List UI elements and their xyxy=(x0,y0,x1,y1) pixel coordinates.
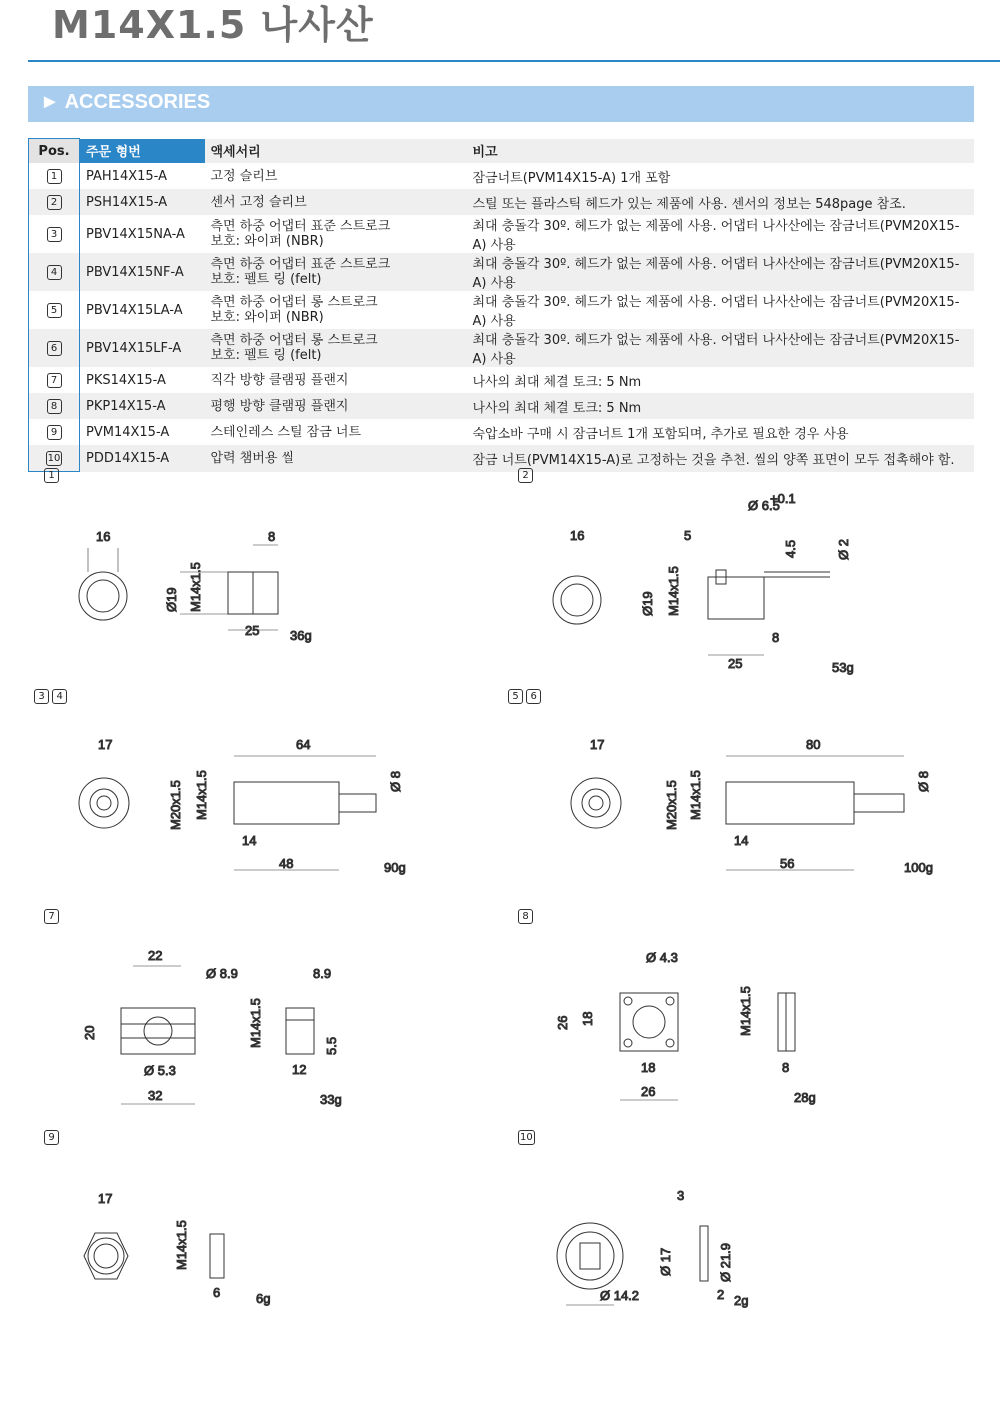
cell-note: 최대 충돌각 30º. 헤드가 없는 제품에 사용. 어댑터 나사산에는 잠금너트(PVM20X15-A) 사용 xyxy=(467,329,974,367)
svg-text:Ø 8: Ø 8 xyxy=(388,771,403,792)
cell-order: PBV14X15NF-A xyxy=(80,253,205,291)
svg-text:Ø 8.9: Ø 8.9 xyxy=(206,966,238,981)
cell-order: PVM14X15-A xyxy=(86,424,170,440)
svg-text:18: 18 xyxy=(580,1011,595,1026)
cell-pos: 7 xyxy=(29,367,80,393)
svg-text:90g: 90g xyxy=(384,860,406,875)
svg-text:Ø 6.5: Ø 6.5 xyxy=(748,498,780,513)
cell-note: 나사의 최대 체결 토크: 5 Nm xyxy=(472,374,642,390)
svg-text:4.5: 4.5 xyxy=(783,539,798,558)
cell-order: PKP14X15-A xyxy=(80,393,205,419)
svg-text:32: 32 xyxy=(148,1088,163,1103)
svg-text:M14x1.5: M14x1.5 xyxy=(666,566,681,616)
cell-note: 최대 충돌각 30º. 헤드가 없는 제품에 사용. 어댑터 나사산에는 잠금너트(PVM20X15-A) 사용 xyxy=(472,295,960,329)
svg-text:5: 5 xyxy=(684,528,692,543)
cell-accessory: 스테인레스 스틸 잠금 너트 xyxy=(210,424,362,440)
svg-text:8: 8 xyxy=(268,529,276,544)
cell-note: 스틸 또는 플라스틱 헤드가 있는 제품에 사용. 센서의 정보는 548page 참조. xyxy=(467,189,974,215)
svg-text:17: 17 xyxy=(590,737,605,752)
svg-text:20: 20 xyxy=(82,1025,97,1040)
drawing-9 xyxy=(84,1191,270,1306)
cell-pos: 5 xyxy=(29,291,80,329)
svg-text:8.9: 8.9 xyxy=(313,966,332,981)
svg-text:6: 6 xyxy=(213,1285,221,1300)
svg-text:36g: 36g xyxy=(290,628,312,643)
diagram-label-2: 2 xyxy=(518,468,533,483)
header-note: 비고 xyxy=(467,139,974,164)
diagram-label-8: 8 xyxy=(518,909,533,924)
cell-order: PSH14X15-A xyxy=(80,189,205,215)
svg-text:Ø 21.9: Ø 21.9 xyxy=(718,1242,733,1282)
svg-text:53g: 53g xyxy=(832,660,854,675)
svg-text:M14x1.5: M14x1.5 xyxy=(688,770,703,820)
drawing-7 xyxy=(82,948,342,1107)
drawing-8 xyxy=(555,950,816,1105)
svg-text:14: 14 xyxy=(242,833,257,848)
svg-text:17: 17 xyxy=(98,1191,113,1206)
cell-note: 잠금너트(PVM14X15-A) 1개 포함 xyxy=(472,170,671,186)
cell-pos: 1 xyxy=(29,163,80,189)
drawing-2 xyxy=(553,491,854,675)
svg-text:80: 80 xyxy=(806,737,821,752)
cell-order: PKS14X15-A xyxy=(86,372,166,388)
svg-text:16: 16 xyxy=(570,528,585,543)
cell-order: PDD14X15-A xyxy=(80,445,205,472)
diagram-label-10: 10 xyxy=(520,1132,533,1143)
diagram-label-9: 9 xyxy=(44,1130,59,1145)
cell-accessory: 측면 하중 어댑터 롱 스트로크 보호: 펠트 링 (felt) xyxy=(205,329,467,367)
svg-text:M14x1.5: M14x1.5 xyxy=(194,770,209,820)
cell-note: 나사의 최대 체결 토크: 5 Nm xyxy=(467,393,974,419)
svg-text:100g: 100g xyxy=(904,860,933,875)
svg-text:25: 25 xyxy=(728,656,743,671)
svg-text:M14x1.5: M14x1.5 xyxy=(188,562,203,612)
svg-text:Ø 2: Ø 2 xyxy=(836,539,851,560)
svg-text:3: 3 xyxy=(677,1188,685,1203)
svg-text:18: 18 xyxy=(641,1060,656,1075)
svg-text:M14x1.5: M14x1.5 xyxy=(174,1220,189,1270)
svg-text:56: 56 xyxy=(780,856,795,871)
cell-accessory: 센서 고정 슬리브 xyxy=(205,189,467,215)
svg-text:8: 8 xyxy=(782,1060,790,1075)
svg-text:33g: 33g xyxy=(320,1092,342,1107)
drawing-10 xyxy=(557,1188,748,1308)
cell-pos: 2 xyxy=(29,189,80,215)
svg-text:16: 16 xyxy=(96,529,111,544)
diagram-label-1: 1 xyxy=(44,468,59,483)
svg-text:M14x1.5: M14x1.5 xyxy=(248,998,263,1048)
cell-accessory: 측면 하중 어댑터 롱 스트로크 보호: 와이퍼 (NBR) xyxy=(210,295,378,325)
diagram-label-5-6: 5 6 xyxy=(508,689,541,704)
svg-text:8: 8 xyxy=(772,630,780,645)
diagram-label-7: 7 xyxy=(44,909,59,924)
svg-text:Ø19: Ø19 xyxy=(640,591,655,616)
svg-text:22: 22 xyxy=(148,948,163,963)
svg-text:Ø 5.3: Ø 5.3 xyxy=(144,1063,176,1078)
cell-accessory: 측면 하중 어댑터 표준 스트로크 보호: 펠트 링 (felt) xyxy=(205,253,467,291)
cell-accessory: 직각 방향 클램핑 플랜지 xyxy=(210,372,349,388)
svg-text:Ø 4.3: Ø 4.3 xyxy=(646,950,678,965)
cell-pos: 9 xyxy=(29,419,80,445)
cell-pos: 8 xyxy=(29,393,80,419)
svg-text:Ø 8: Ø 8 xyxy=(916,771,931,792)
drawing-5-6 xyxy=(571,737,933,875)
cell-accessory: 고정 슬리브 xyxy=(210,168,278,184)
svg-text:M20x1.5: M20x1.5 xyxy=(664,780,679,830)
svg-text:26: 26 xyxy=(641,1084,656,1099)
page-title: M14X1.5 나사산 xyxy=(52,3,374,47)
cell-note: 최대 충돌각 30º. 헤드가 없는 제품에 사용. 어댑터 나사산에는 잠금너트(PVM20X15-A) 사용 xyxy=(467,253,974,291)
drawing-3-4 xyxy=(79,737,406,875)
svg-text:64: 64 xyxy=(296,737,311,752)
svg-text:M14x1.5: M14x1.5 xyxy=(738,986,753,1036)
cell-pos: 6 xyxy=(29,329,80,367)
svg-text:Ø 14.2: Ø 14.2 xyxy=(600,1288,640,1303)
svg-text:2g: 2g xyxy=(734,1293,749,1308)
svg-text:6g: 6g xyxy=(256,1291,271,1306)
section-title: ► ACCESSORIES xyxy=(40,91,211,113)
cell-pos: 10 xyxy=(29,445,80,472)
header-pos: Pos. xyxy=(29,139,80,164)
cell-accessory: 측면 하중 어댑터 표준 스트로크 보호: 와이퍼 (NBR) xyxy=(210,219,391,249)
cell-note: 최대 충돌각 30º. 헤드가 없는 제품에 사용. 어댑터 나사산에는 잠금너트(PVM20X15-A) 사용 xyxy=(472,219,960,253)
svg-text:+0.1: +0.1 xyxy=(770,491,796,506)
svg-text:28g: 28g xyxy=(794,1090,816,1105)
header-order: 주문 형번 xyxy=(80,139,205,164)
cell-note: 숙압소바 구매 시 잠금너트 1개 포함되며, 추가로 필요한 경우 사용 xyxy=(472,426,849,442)
svg-text:17: 17 xyxy=(98,737,113,752)
svg-text:Ø 17: Ø 17 xyxy=(658,1247,673,1276)
svg-text:48: 48 xyxy=(279,856,294,871)
cell-order: PBV14X15LA-A xyxy=(86,302,183,318)
svg-text:12: 12 xyxy=(292,1062,307,1077)
svg-text:2: 2 xyxy=(717,1287,725,1302)
diagram-label-3-4: 3 4 xyxy=(34,689,67,704)
svg-text:M20x1.5: M20x1.5 xyxy=(168,780,183,830)
cell-order: PBV14X15NA-A xyxy=(86,226,185,242)
cell-order: PBV14X15LF-A xyxy=(80,329,205,367)
cell-pos: 3 xyxy=(29,215,80,253)
cell-pos: 4 xyxy=(29,253,80,291)
cell-accessory: 압력 챔버용 씰 xyxy=(205,445,467,472)
svg-text:25: 25 xyxy=(245,623,260,638)
svg-text:Ø19: Ø19 xyxy=(164,587,179,612)
header-accessory: 액세서리 xyxy=(205,139,467,164)
cell-order: PAH14X15-A xyxy=(86,168,167,184)
svg-text:14: 14 xyxy=(734,833,749,848)
svg-text:5.5: 5.5 xyxy=(324,1036,339,1055)
drawing-1 xyxy=(79,529,312,643)
cell-note: 잠금 너트(PVM14X15-A)로 고정하는 것을 추천. 씰의 양쪽 표면이 모두 접촉해야 함. xyxy=(467,445,974,472)
cell-accessory: 평행 방향 클램핑 플랜지 xyxy=(205,393,467,419)
svg-text:26: 26 xyxy=(555,1015,570,1030)
